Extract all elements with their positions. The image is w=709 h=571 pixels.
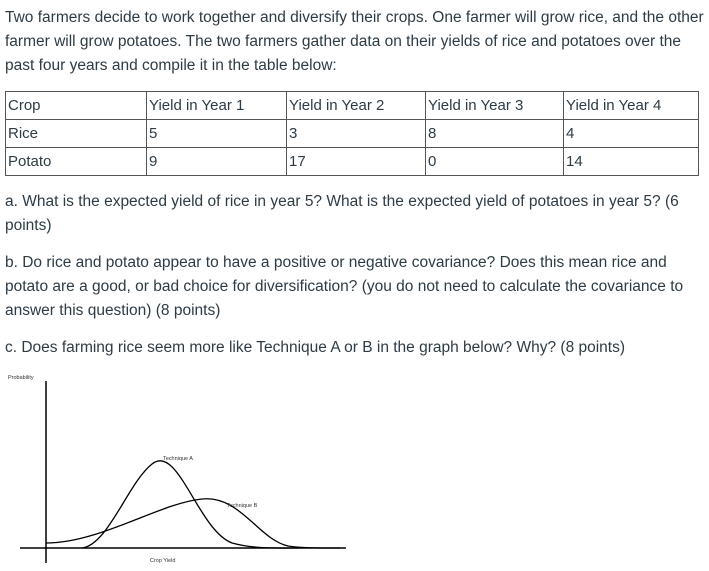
table-cell: 9 <box>147 148 287 176</box>
table-cell: Potato <box>6 148 147 176</box>
y-axis-label: Probability <box>8 375 34 381</box>
table-cell: 4 <box>564 120 699 148</box>
question-c: c. Does farming rice seem more like Technique A or B in the graph below? Why? (8 points) <box>5 339 626 356</box>
technique-b-curve <box>46 499 340 548</box>
header-cell: Yield in Year 4 <box>564 92 699 120</box>
question-b: b. Do rice and potato appear to have a positive or negative covariance? Does this mean rice and potato are a good, or bad choice for diversification? (you do not need to calculate the covariance to answer this question) (8 points) <box>5 254 684 319</box>
technique-b-label: Technique B <box>227 503 258 509</box>
table-cell: 5 <box>147 120 287 148</box>
header-cell: Yield in Year 2 <box>287 92 426 120</box>
technique-a-curve <box>82 461 298 548</box>
header-cell: Yield in Year 1 <box>147 92 287 120</box>
question-a: a. What is the expected yield of rice in year 5? What is the expected yield of potatoes in year 5? (6 points) <box>5 193 679 234</box>
table-header-row <box>6 92 699 120</box>
table-cell: 0 <box>426 148 564 176</box>
table-cell: 14 <box>564 148 699 176</box>
table-cell: Rice <box>6 120 147 148</box>
x-axis-label: Crop Yield <box>150 558 176 564</box>
table-row <box>6 148 699 176</box>
table-cell: 8 <box>426 120 564 148</box>
table-row <box>6 120 699 148</box>
yield-table <box>5 91 699 176</box>
header-cell: Yield in Year 3 <box>426 92 564 120</box>
table-cell: 3 <box>287 120 426 148</box>
problem-intro: Two farmers decide to work together and diversify their crops. One farmer will grow rice, and the other farmer will grow potatoes. The two farmers gather data on their yields of rice and potatoes over the past four years and compile it in the table below: <box>5 9 704 74</box>
technique-distribution-graph <box>0 365 360 571</box>
header-cell: Crop <box>6 92 147 120</box>
table-cell: 17 <box>287 148 426 176</box>
technique-a-label: Technique A <box>163 456 193 462</box>
